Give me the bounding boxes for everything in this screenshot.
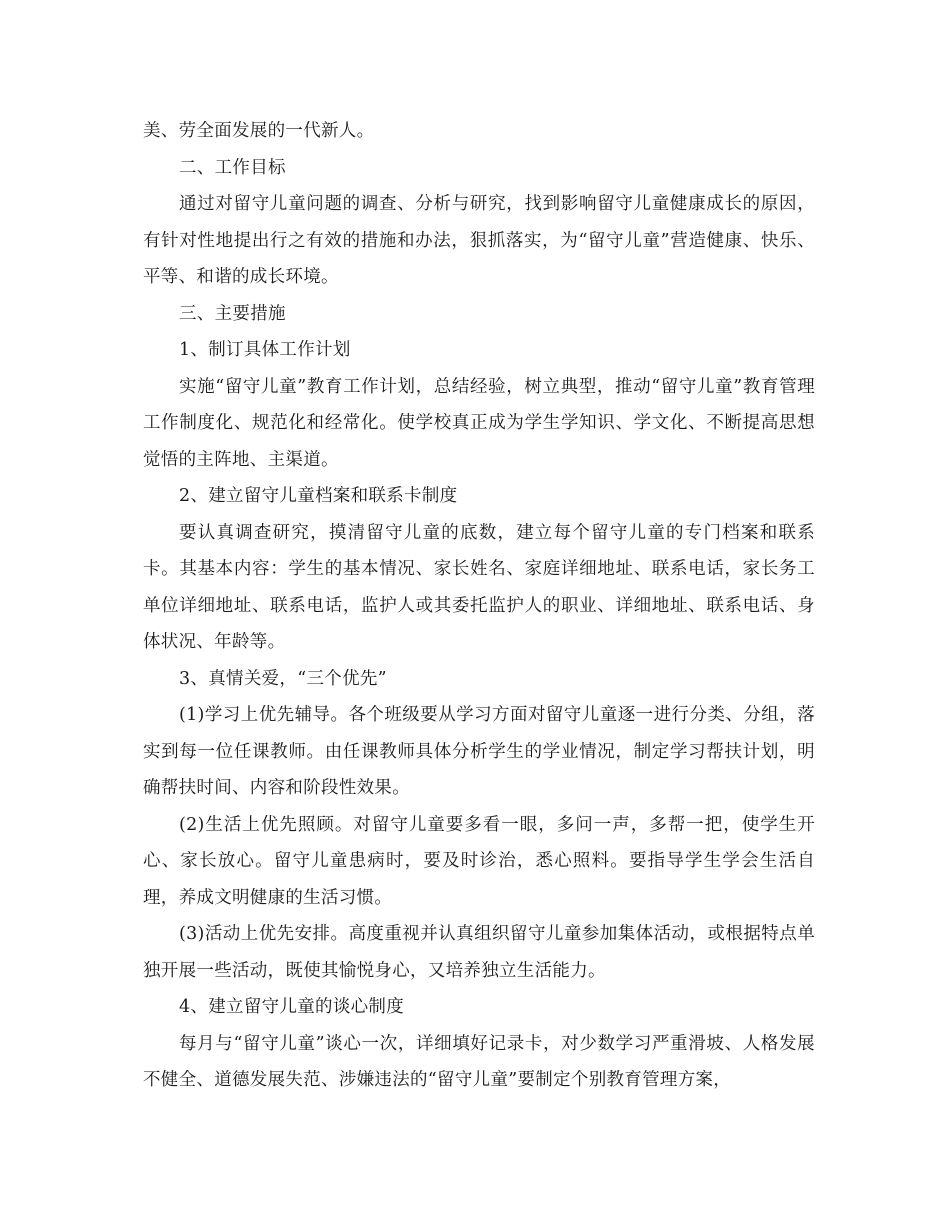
subheading-plan: 1、制订具体工作计划 — [179, 340, 351, 360]
paragraph-priority-activity: (3)活动上优先安排。高度重视并认真组织留守儿童参加集体活动，或根据特点单独开展一些活动，既使其愉悦身心，又培养独立生活能力。 — [143, 924, 815, 981]
paragraph-archive: 要认真调查研究，摸清留守儿童的底数，建立每个留守儿童的专门档案和联系卡。其基本内容：学生的基本情况、家长姓名、家庭详细地址、联系电话，家长务工单位详细地址、联系电话，监护人或其委托监护人的职业、详细地址、联系电话、身体状况、年龄等。 — [143, 522, 815, 652]
subheading-archive: 2、建立留守儿童档案和联系卡制度 — [179, 486, 458, 506]
paragraph-plan: 实施“留守儿童”教育工作计划，总结经验，树立典型，推动“留守儿童”教育管理工作制度化、规范化和经常化。使学校真正成为学生学知识、学文化、不断提高思想觉悟的主阵地、主渠道。 — [143, 376, 815, 470]
section-heading-measures: 三、主要措施 — [179, 303, 286, 324]
subheading-talk-system: 4、建立留守儿童的谈心制度 — [179, 997, 405, 1017]
document-body — [143, 113, 815, 1099]
paragraph-goals: 通过对留守儿童问题的调查、分析与研究，找到影响留守儿童健康成长的原因，有针对性地提出行之有效的措施和办法，狠抓落实，为“留守儿童”营造健康、快乐、平等、和谐的成长环境。 — [143, 194, 815, 287]
paragraph-priority-life: (2)生活上优先照顾。对留守儿童要多看一眼，多问一声，多帮一把，使学生开心、家长放心。留守儿童患病时，要及时诊治，悉心照料。要指导学生学会生活自理，养成文明健康的生活习惯。 — [143, 814, 815, 908]
subheading-three-priorities: 3、真情关爱，“三个优先” — [179, 668, 387, 689]
paragraph-continuation: 美、劳全面发展的一代新人。 — [143, 121, 375, 141]
paragraph-talk-system: 每月与“留守儿童”谈心一次，详细填好记录卡，对少数学习严重滑坡、人格发展不健全、道德发展失范、涉嫌违法的“留守儿童”要制定个别教育管理方案， — [143, 1033, 815, 1090]
section-heading-goals: 二、工作目标 — [179, 157, 286, 178]
paragraph-priority-study: (1)学习上优先辅导。各个班级要从学习方面对留守儿童逐一进行分类、分组，落实到每一位任课教师。由任课教师具体分析学生的学业情况，制定学习帮扶计划，明确帮扶时间、内容和阶段性效果。 — [143, 705, 815, 798]
